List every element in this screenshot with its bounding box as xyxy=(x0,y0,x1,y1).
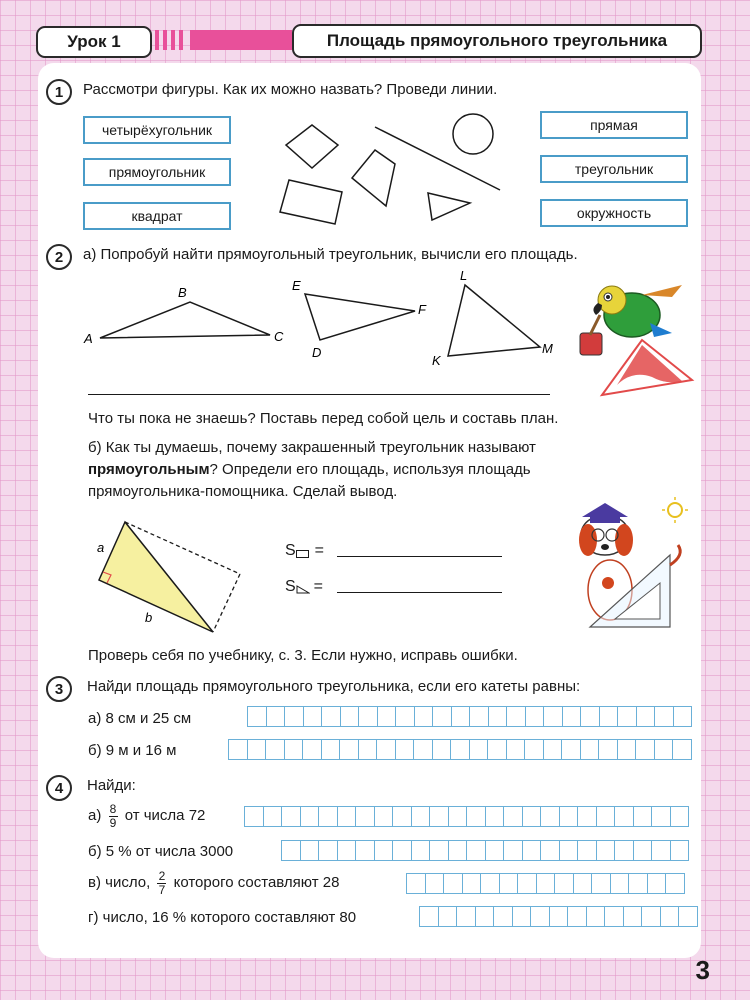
answer-cell[interactable] xyxy=(412,841,431,860)
answer-cell[interactable] xyxy=(245,807,264,826)
answer-cell[interactable] xyxy=(671,841,690,860)
answer-cell[interactable] xyxy=(426,874,445,893)
task1-shapes xyxy=(260,100,510,235)
task-number-1: 1 xyxy=(46,79,72,105)
label-square[interactable]: квадрат xyxy=(83,202,231,230)
task4-item-a xyxy=(88,803,205,829)
answer-cell[interactable] xyxy=(467,841,486,860)
answer-cell[interactable] xyxy=(597,841,616,860)
answer-cell[interactable] xyxy=(531,907,550,926)
answer-cell[interactable] xyxy=(481,874,500,893)
task2-prompt-b-2 xyxy=(88,459,531,481)
answer-cell[interactable] xyxy=(377,740,396,759)
answer-cell[interactable] xyxy=(562,740,581,759)
answer-cell[interactable] xyxy=(457,907,476,926)
answer-cell[interactable] xyxy=(338,841,357,860)
task2-prompt-a: а) Попробуй найти прямоугольный треугольник, вычисли его площадь. xyxy=(83,246,578,263)
equals-1: = xyxy=(314,542,325,559)
vertex-l: L xyxy=(460,268,468,283)
task3-item-a: а) 8 см и 25 см xyxy=(88,710,192,727)
parrot-illustration xyxy=(572,275,697,400)
label-circle[interactable]: окружность xyxy=(540,199,688,227)
answer-cell[interactable] xyxy=(671,807,690,826)
s-symbol-1: S xyxy=(285,542,296,559)
answer-cell[interactable] xyxy=(378,707,397,726)
answer-cell[interactable] xyxy=(451,740,470,759)
answer-cells-3a[interactable] xyxy=(247,706,692,727)
answer-cell[interactable] xyxy=(661,907,680,926)
label-quadrilateral[interactable]: четырёхугольник xyxy=(83,116,231,144)
answer-cell[interactable] xyxy=(541,807,560,826)
answer-cell[interactable] xyxy=(470,707,489,726)
answer-cell[interactable] xyxy=(618,707,637,726)
answer-cell[interactable] xyxy=(624,907,643,926)
task2-prompt-b-3: прямоугольника-помощника. Сделай вывод. xyxy=(88,483,398,500)
answer-cell[interactable] xyxy=(574,874,593,893)
answer-cell[interactable] xyxy=(634,841,653,860)
answer-cell[interactable] xyxy=(652,807,671,826)
answer-cell[interactable] xyxy=(229,740,248,759)
answer-cells-4c[interactable] xyxy=(406,873,685,894)
answer-cell[interactable] xyxy=(396,707,415,726)
task-number-4: 4 xyxy=(46,775,72,801)
answer-cell[interactable] xyxy=(652,841,671,860)
answer-cell[interactable] xyxy=(600,707,619,726)
answer-cell[interactable] xyxy=(555,874,574,893)
task4-a-suffix: от числа 72 xyxy=(124,807,206,824)
answer-cell[interactable] xyxy=(489,707,508,726)
answer-cell[interactable] xyxy=(666,874,685,893)
answer-cell[interactable] xyxy=(359,707,378,726)
answer-cell[interactable] xyxy=(322,740,341,759)
answer-cell[interactable] xyxy=(605,907,624,926)
answer-cell[interactable] xyxy=(486,807,505,826)
header-stripe-bar xyxy=(190,30,292,50)
vertex-f: F xyxy=(418,302,426,317)
answer-cell[interactable] xyxy=(285,707,304,726)
shape-square-rotated xyxy=(286,125,338,168)
page-title xyxy=(292,24,702,58)
s-symbol-2: S xyxy=(285,578,296,595)
task3-item-b: б) 9 м и 16 м xyxy=(88,742,177,759)
answer-cell[interactable] xyxy=(629,874,648,893)
answer-cell[interactable] xyxy=(488,740,507,759)
answer-cell[interactable] xyxy=(615,807,634,826)
answer-cell[interactable] xyxy=(449,807,468,826)
answer-cell[interactable] xyxy=(393,807,412,826)
answer-cell[interactable] xyxy=(523,841,542,860)
equals-2: = xyxy=(313,578,324,595)
answer-cell[interactable] xyxy=(674,707,693,726)
answer-cell[interactable] xyxy=(356,807,375,826)
label-triangle[interactable]: треугольник xyxy=(540,155,688,183)
answer-cell[interactable] xyxy=(319,807,338,826)
answer-line-2a[interactable] xyxy=(88,394,550,395)
vertex-b: B xyxy=(178,285,187,300)
answer-cell[interactable] xyxy=(449,841,468,860)
answer-cell[interactable] xyxy=(611,874,630,893)
answer-cell[interactable] xyxy=(267,707,286,726)
answer-cell[interactable] xyxy=(322,707,341,726)
answer-cell[interactable] xyxy=(578,841,597,860)
answer-cell[interactable] xyxy=(301,841,320,860)
vertex-d: D xyxy=(312,345,322,360)
answer-cell[interactable] xyxy=(319,841,338,860)
task-number-3: 3 xyxy=(46,676,72,702)
task-number-2: 2 xyxy=(46,244,72,270)
answer-cell[interactable] xyxy=(507,707,526,726)
answer-cell[interactable] xyxy=(452,707,471,726)
shape-straight-line xyxy=(375,127,500,190)
fraction-8-9: $\frac{8}{9}$ xyxy=(109,801,117,830)
answer-cell[interactable] xyxy=(581,740,600,759)
triangle-subscript-icon xyxy=(296,585,310,594)
answer-cell[interactable] xyxy=(541,841,560,860)
lesson-label: Урок 1 xyxy=(67,32,121,51)
answer-cell[interactable] xyxy=(266,740,285,759)
answer-cell[interactable] xyxy=(679,907,698,926)
vertex-a: A xyxy=(84,331,93,346)
task4-c-prefix: в) число, xyxy=(88,874,151,891)
answer-cell[interactable] xyxy=(264,807,283,826)
answer-cell[interactable] xyxy=(504,841,523,860)
answer-line-triangle[interactable] xyxy=(337,592,502,593)
answer-cell[interactable] xyxy=(285,740,304,759)
answer-cell[interactable] xyxy=(303,740,322,759)
triangle-lkm xyxy=(448,285,540,356)
area-triangle-formula xyxy=(285,576,323,598)
answer-cell[interactable] xyxy=(420,907,439,926)
answer-cell[interactable] xyxy=(634,807,653,826)
task2-goal: Что ты пока не знаешь? Поставь перед собой цель и составь план. xyxy=(88,410,559,427)
answer-cell[interactable] xyxy=(513,907,532,926)
answer-cells-4b[interactable] xyxy=(281,840,689,861)
answer-cell[interactable] xyxy=(467,807,486,826)
shape-rectangle xyxy=(280,180,342,224)
triangle-abc xyxy=(100,302,270,338)
area-rectangle-formula xyxy=(285,540,324,562)
answer-cell[interactable] xyxy=(439,907,458,926)
answer-cell[interactable] xyxy=(340,740,359,759)
task2-triangles xyxy=(80,265,560,375)
answer-cells-4d[interactable] xyxy=(419,906,698,927)
answer-cell[interactable] xyxy=(494,907,513,926)
answer-cell[interactable] xyxy=(504,807,523,826)
answer-cell[interactable] xyxy=(433,740,452,759)
answer-cell[interactable] xyxy=(544,740,563,759)
label-rectangle[interactable]: прямоугольник xyxy=(83,158,231,186)
answer-cell[interactable] xyxy=(248,707,267,726)
answer-cells-3b[interactable] xyxy=(228,739,692,760)
answer-cell[interactable] xyxy=(430,841,449,860)
answer-cell[interactable] xyxy=(476,907,495,926)
side-a-label: a xyxy=(97,540,105,555)
task2-check: Проверь себя по учебнику, с. 3. Если нужно, исправь ошибки. xyxy=(88,647,518,664)
task4-a-prefix: а) xyxy=(88,807,102,824)
answer-cell[interactable] xyxy=(430,807,449,826)
answer-cell[interactable] xyxy=(415,707,434,726)
answer-cell[interactable] xyxy=(526,707,545,726)
answer-cell[interactable] xyxy=(248,740,267,759)
answer-cell[interactable] xyxy=(393,841,412,860)
answer-cell[interactable] xyxy=(375,841,394,860)
task4-item-d: г) число, 16 % которого составляют 80 xyxy=(88,909,357,926)
answer-cell[interactable] xyxy=(518,874,537,893)
answer-cell[interactable] xyxy=(655,707,674,726)
vertex-e: E xyxy=(292,278,301,293)
answer-cell[interactable] xyxy=(338,807,357,826)
bold-word: прямоугольным xyxy=(88,461,210,478)
answer-cell[interactable] xyxy=(433,707,452,726)
shape-triangle xyxy=(428,193,470,220)
answer-cell[interactable] xyxy=(396,740,415,759)
vertex-m: M xyxy=(542,341,553,356)
answer-cell[interactable] xyxy=(592,874,611,893)
answer-cell[interactable] xyxy=(537,874,556,893)
answer-cell[interactable] xyxy=(550,907,569,926)
answer-cell[interactable] xyxy=(356,841,375,860)
answer-cell[interactable] xyxy=(412,807,431,826)
answer-cell[interactable] xyxy=(470,740,489,759)
task3-prompt: Найди площадь прямоугольного треугольника, если его катеты равны: xyxy=(87,678,581,695)
right-triangle-figure xyxy=(85,510,255,640)
side-b-label: b xyxy=(145,610,153,625)
answer-cell[interactable] xyxy=(341,707,360,726)
answer-cell[interactable] xyxy=(642,907,661,926)
answer-cell[interactable] xyxy=(560,807,579,826)
answer-cell[interactable] xyxy=(414,740,433,759)
answer-cell[interactable] xyxy=(673,740,692,759)
triangle-edf xyxy=(305,294,415,340)
answer-cell[interactable] xyxy=(560,841,579,860)
vertex-k: K xyxy=(432,353,441,368)
answer-cell[interactable] xyxy=(568,907,587,926)
answer-cell[interactable] xyxy=(301,807,320,826)
answer-cells-4a[interactable] xyxy=(244,806,689,827)
answer-cell[interactable] xyxy=(282,841,301,860)
answer-cell[interactable] xyxy=(637,707,656,726)
answer-cell[interactable] xyxy=(304,707,323,726)
task4-c-suffix: которого составляют 28 xyxy=(173,874,340,891)
answer-cell[interactable] xyxy=(444,874,463,893)
answer-cell[interactable] xyxy=(587,907,606,926)
vertex-c: C xyxy=(274,329,284,344)
answer-cell[interactable] xyxy=(599,740,618,759)
answer-line-rectangle[interactable] xyxy=(337,556,502,557)
dog-illustration xyxy=(560,495,695,635)
shape-circle xyxy=(453,114,493,154)
task4-prompt: Найди: xyxy=(87,777,136,794)
shape-quadrilateral xyxy=(352,150,395,206)
task2-prompt-b-1: б) Как ты думаешь, почему закрашенный треугольник называют xyxy=(88,439,536,456)
answer-cell[interactable] xyxy=(544,707,563,726)
answer-cell[interactable] xyxy=(615,841,634,860)
answer-cell[interactable] xyxy=(636,740,655,759)
rect-subscript-icon xyxy=(296,550,309,558)
task4-item-c xyxy=(88,870,339,896)
answer-cell[interactable] xyxy=(375,807,394,826)
label-line[interactable]: прямая xyxy=(540,111,688,139)
page-number: 3 xyxy=(695,955,710,985)
answer-cell[interactable] xyxy=(578,807,597,826)
lesson-badge xyxy=(36,26,152,58)
answer-cell[interactable] xyxy=(618,740,637,759)
answer-cell[interactable] xyxy=(648,874,667,893)
answer-cell[interactable] xyxy=(359,740,378,759)
answer-cell[interactable] xyxy=(486,841,505,860)
shaded-right-triangle xyxy=(99,522,213,632)
fraction-2-7: $\frac{2}{7}$ xyxy=(158,868,166,897)
answer-cell[interactable] xyxy=(507,740,526,759)
answer-cell[interactable] xyxy=(525,740,544,759)
page-title-text: Площадь прямоугольного треугольника xyxy=(326,31,668,50)
task2-prompt-b-rest: ? Определи его площадь, используя площадь xyxy=(209,461,531,478)
answer-cell[interactable] xyxy=(655,740,674,759)
answer-cell[interactable] xyxy=(563,707,582,726)
answer-cell[interactable] xyxy=(523,807,542,826)
answer-cell[interactable] xyxy=(500,874,519,893)
answer-cell[interactable] xyxy=(581,707,600,726)
task4-item-b: б) 5 % от числа 3000 xyxy=(88,843,234,860)
answer-cell[interactable] xyxy=(282,807,301,826)
answer-cell[interactable] xyxy=(597,807,616,826)
answer-cell[interactable] xyxy=(407,874,426,893)
answer-cell[interactable] xyxy=(463,874,482,893)
task1-prompt: Рассмотри фигуры. Как их можно назвать? Проведи линии. xyxy=(83,81,498,98)
